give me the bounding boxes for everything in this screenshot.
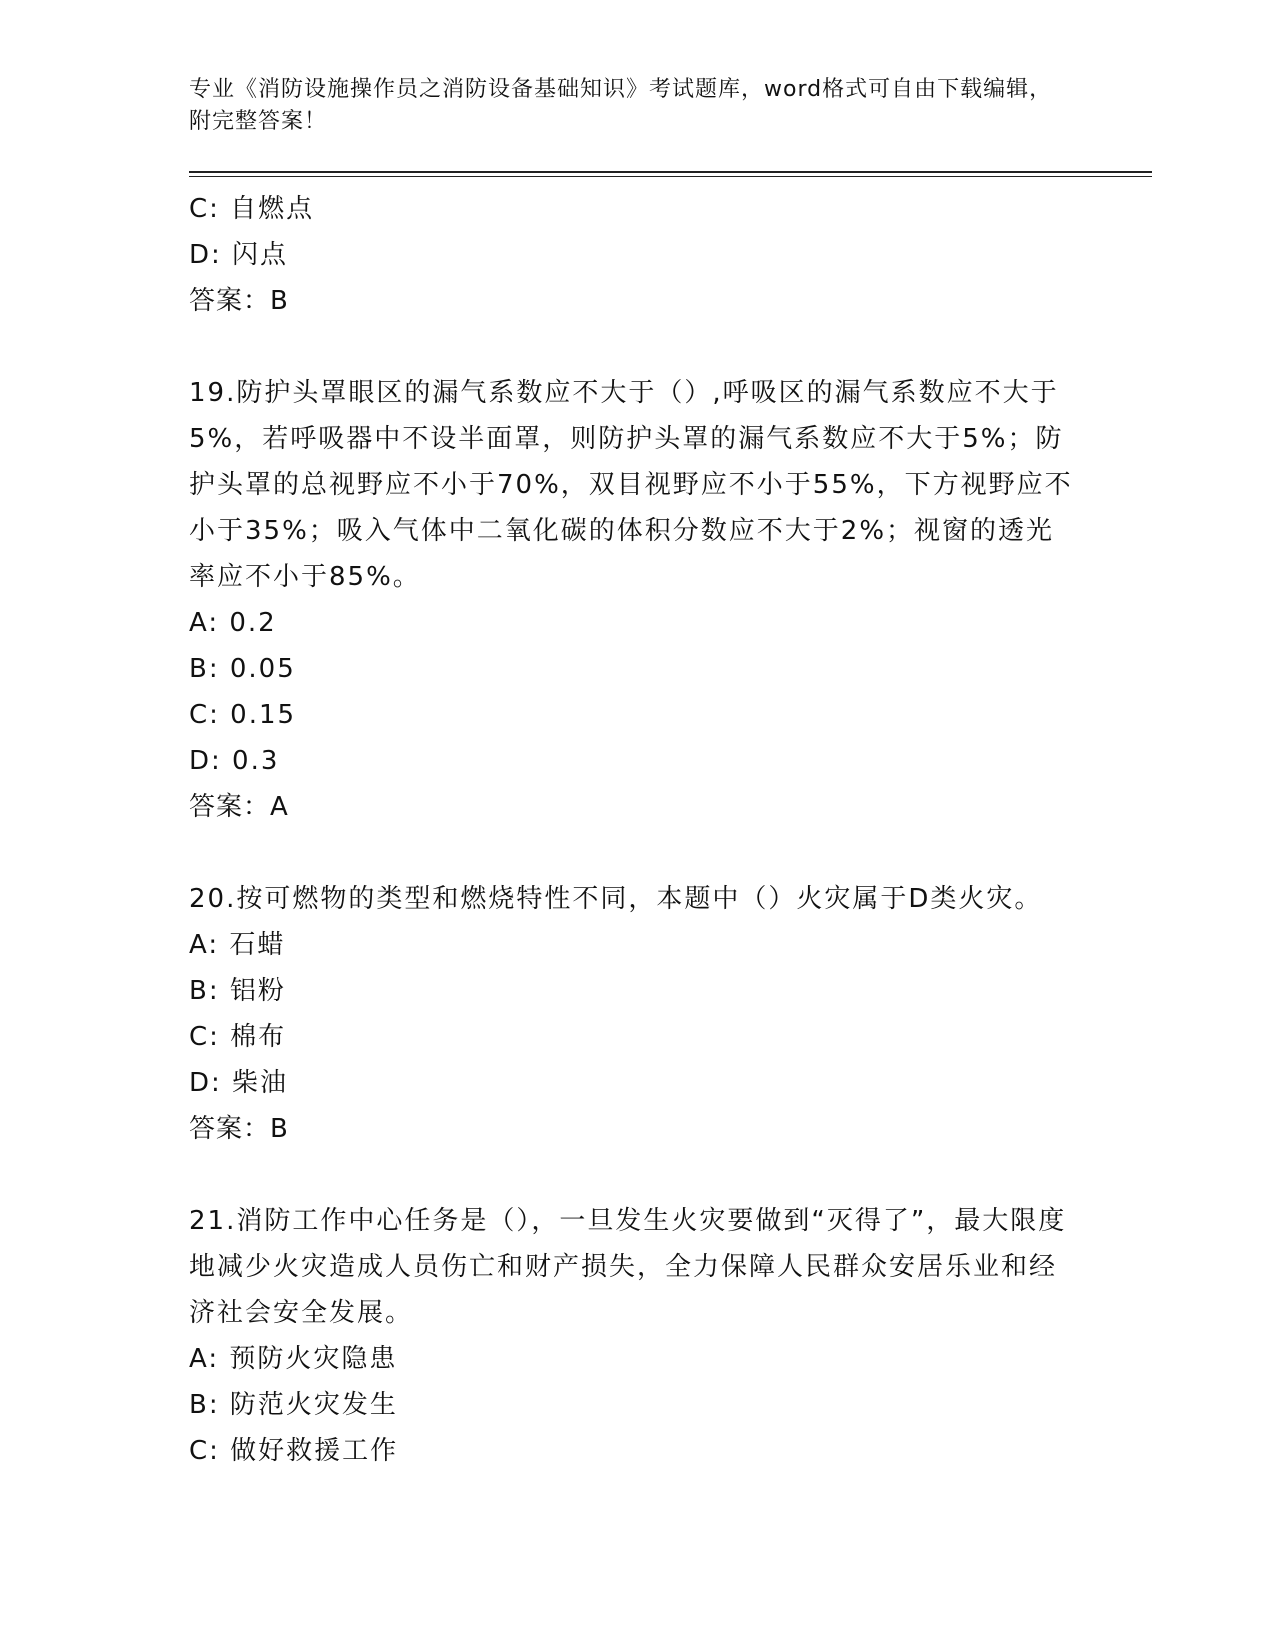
option-c: C: 棉布 [189,1022,287,1052]
option-a: A: 预防火灾隐患 [189,1344,398,1374]
option-d: D: 闪点 [189,240,289,270]
option-b: B: 铝粉 [189,976,286,1006]
question-text: 20.按可燃物的类型和燃烧特性不同，本题中（）火灾属于D类火灾。 [189,884,1043,914]
question-text: 19.防护头罩眼区的漏气系数应不大于（）,呼吸区的漏气系数应不大于5%，若呼吸器中不设半面罩，则防护头罩的漏气系数应不大于5%；防护头罩的总视野应不小于70%，双目视野应不小于55%，下方视野应不小于35%；吸入气体中二氧化碳的体积分数应不大于2%；视窗的透光率应不小于85%。 [189,378,1073,592]
header-rule-thick [189,171,1152,173]
question-text: 21.消防工作中心任务是（），一旦发生火灾要做到“灭得了”，最大限度地减少火灾造成人员伤亡和财产损失，全力保障人民群众安居乐业和经济社会安全发展。 [189,1206,1067,1328]
option-c: C: 自燃点 [189,194,315,224]
option-c: C: 做好救援工作 [189,1436,399,1466]
document-header: 专业《消防设施操作员之消防设备基础知识》考试题库，word格式可自由下载编辑，附完整答案！ [189,77,1053,134]
question-block-18 [189,186,1079,324]
header-rule-thin [189,176,1152,177]
option-a: A: 石蜡 [189,930,286,960]
option-b: B: 0.05 [189,654,296,684]
option-c: C: 0.15 [189,700,297,730]
option-b: B: 防范火灾发生 [189,1390,398,1420]
question-block-19 [189,370,1079,830]
option-a: A: 0.2 [189,608,277,638]
question-list [189,186,1079,1474]
answer: 答案：B [189,286,289,316]
answer: 答案：A [189,792,289,822]
question-block-21 [189,1198,1079,1474]
option-d: D: 柴油 [189,1068,289,1098]
option-d: D: 0.3 [189,746,280,776]
question-block-20 [189,876,1079,1152]
answer: 答案：B [189,1114,289,1144]
